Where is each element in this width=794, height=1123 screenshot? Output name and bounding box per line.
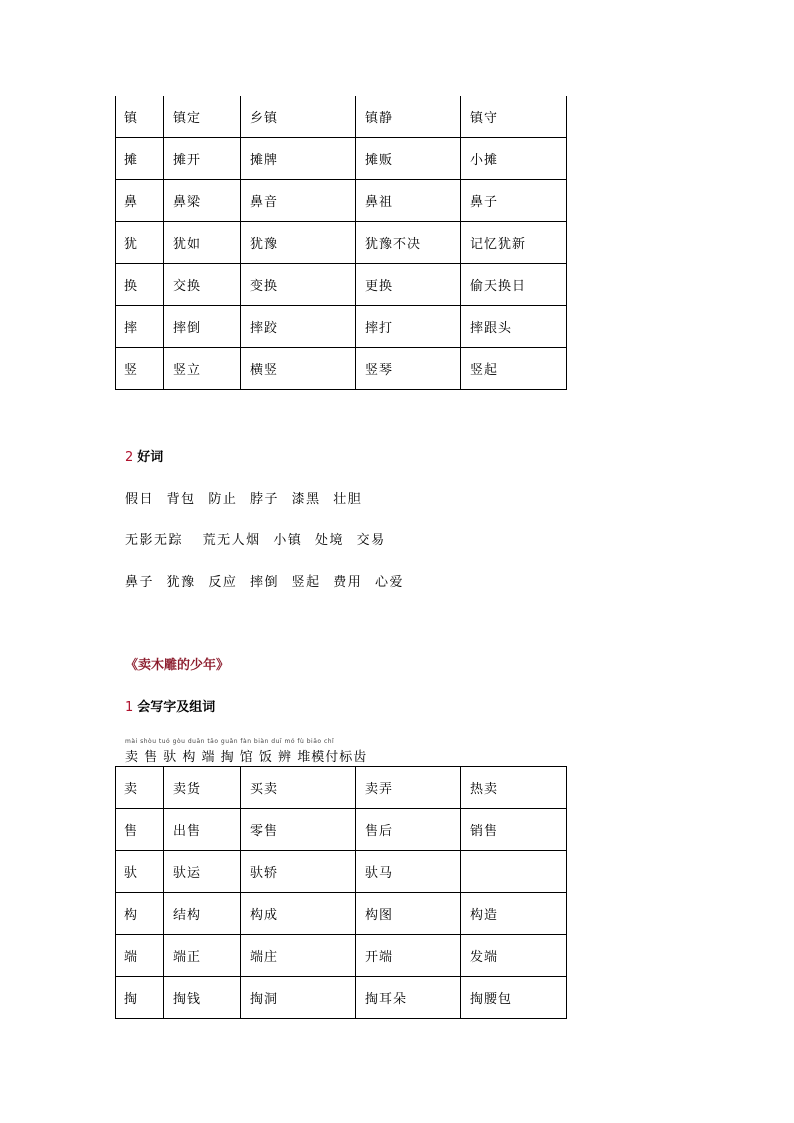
table-cell: 卖 — [116, 767, 164, 809]
table-cell: 构造 — [461, 893, 567, 935]
section-title: 好词 — [137, 450, 164, 465]
section-heading-good-words — [125, 446, 163, 465]
table-cell: 驮轿 — [241, 851, 356, 893]
table-cell: 掏腰包 — [461, 977, 567, 1019]
table-cell — [461, 851, 567, 893]
table-cell: 摔跟头 — [461, 306, 567, 348]
table-cell: 卖弄 — [356, 767, 461, 809]
word: 摔倒 — [249, 575, 279, 590]
table-cell: 鼻祖 — [356, 180, 461, 222]
table-cell: 开端 — [356, 935, 461, 977]
table-cell: 掏洞 — [241, 977, 356, 1019]
table-cell: 记忆犹新 — [461, 222, 567, 264]
section-title: 会写字及组词 — [137, 700, 216, 715]
word: 无影无踪 — [125, 533, 184, 548]
table-cell: 竖起 — [461, 348, 567, 390]
table-cell: 横竖 — [241, 348, 356, 390]
word-line-3 — [125, 571, 411, 590]
word: 费用 — [333, 575, 363, 590]
table-row — [116, 306, 567, 348]
table-cell: 销售 — [461, 809, 567, 851]
word: 漆黑 — [291, 492, 321, 507]
table-cell: 小摊 — [461, 138, 567, 180]
table-cell: 更换 — [356, 264, 461, 306]
table-cell: 驮马 — [356, 851, 461, 893]
table-cell: 竖立 — [164, 348, 241, 390]
pinyin-line: mài shòu tuó gòu duān tāo guǎn fàn biàn duī mó fù biāo chǐ — [125, 738, 335, 745]
table-cell: 鼻音 — [241, 180, 356, 222]
table-cell: 犹如 — [164, 222, 241, 264]
table-cell: 乡镇 — [241, 96, 356, 138]
table-cell: 端 — [116, 935, 164, 977]
word-table-1 — [115, 96, 567, 390]
table-cell: 卖货 — [164, 767, 241, 809]
table-cell: 售后 — [356, 809, 461, 851]
word: 脖子 — [249, 492, 279, 507]
table-cell: 端庄 — [241, 935, 356, 977]
table-row — [116, 767, 567, 809]
section-number: 1 — [125, 700, 134, 715]
table-row — [116, 96, 567, 138]
table-cell: 鼻 — [116, 180, 164, 222]
section-heading-writing-chars — [125, 696, 215, 715]
table-cell: 驮 — [116, 851, 164, 893]
table-cell: 变换 — [241, 264, 356, 306]
table-row — [116, 851, 567, 893]
table-cell: 结构 — [164, 893, 241, 935]
table-cell: 镇静 — [356, 96, 461, 138]
table-cell: 摔倒 — [164, 306, 241, 348]
table-cell: 零售 — [241, 809, 356, 851]
table-cell: 摊 — [116, 138, 164, 180]
table-cell: 摔 — [116, 306, 164, 348]
table-cell: 摔跤 — [241, 306, 356, 348]
table-row — [116, 138, 567, 180]
table-row — [116, 935, 567, 977]
word: 心爱 — [374, 575, 404, 590]
table-cell: 镇 — [116, 96, 164, 138]
table-cell: 掏 — [116, 977, 164, 1019]
table-cell: 售 — [116, 809, 164, 851]
table-row — [116, 809, 567, 851]
table-cell: 摊牌 — [241, 138, 356, 180]
table-cell: 偷天换日 — [461, 264, 567, 306]
character-line: 卖 售 驮 构 端 掏 馆 饭 辨 堆模付标齿 — [125, 750, 368, 765]
table-cell: 构 — [116, 893, 164, 935]
table-cell: 构成 — [241, 893, 356, 935]
section-number: 2 — [125, 450, 134, 465]
table-cell: 驮运 — [164, 851, 241, 893]
table-cell: 掏耳朵 — [356, 977, 461, 1019]
word: 防止 — [208, 492, 238, 507]
table-cell: 端正 — [164, 935, 241, 977]
table-cell: 鼻梁 — [164, 180, 241, 222]
word: 鼻子 — [125, 575, 155, 590]
word: 小镇 — [273, 533, 303, 548]
table-cell: 出售 — [164, 809, 241, 851]
table-cell: 买卖 — [241, 767, 356, 809]
table-row — [116, 348, 567, 390]
table-row — [116, 977, 567, 1019]
table-cell: 犹 — [116, 222, 164, 264]
word: 犹豫 — [166, 575, 196, 590]
table-cell: 交换 — [164, 264, 241, 306]
table-cell: 竖 — [116, 348, 164, 390]
word: 假日 — [125, 492, 155, 507]
word: 反应 — [208, 575, 238, 590]
word: 交易 — [356, 533, 386, 548]
table-cell: 镇定 — [164, 96, 241, 138]
lesson-title: 《卖木雕的少年》 — [125, 658, 230, 673]
table-cell: 竖琴 — [356, 348, 461, 390]
table-cell: 换 — [116, 264, 164, 306]
table-cell: 摔打 — [356, 306, 461, 348]
table-row — [116, 222, 567, 264]
table-cell: 犹豫不决 — [356, 222, 461, 264]
word: 荒无人烟 — [202, 533, 261, 548]
table-row — [116, 180, 567, 222]
table-cell: 构图 — [356, 893, 461, 935]
table-cell: 摊贩 — [356, 138, 461, 180]
word: 壮胆 — [333, 492, 363, 507]
word-table-2 — [115, 766, 567, 1019]
table-cell: 掏钱 — [164, 977, 241, 1019]
table-row — [116, 264, 567, 306]
table-cell: 犹豫 — [241, 222, 356, 264]
table-row — [116, 893, 567, 935]
word-line-2 — [125, 529, 393, 548]
word: 背包 — [166, 492, 196, 507]
word: 处境 — [314, 533, 344, 548]
table-cell: 热卖 — [461, 767, 567, 809]
table-cell: 摊开 — [164, 138, 241, 180]
table-cell: 发端 — [461, 935, 567, 977]
word-line-1 — [125, 488, 369, 507]
word: 竖起 — [291, 575, 321, 590]
table-cell: 镇守 — [461, 96, 567, 138]
table-cell: 鼻子 — [461, 180, 567, 222]
